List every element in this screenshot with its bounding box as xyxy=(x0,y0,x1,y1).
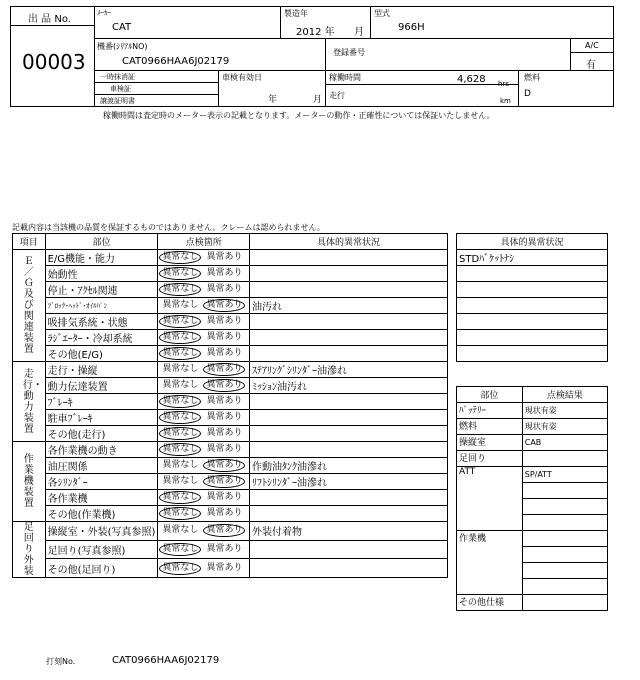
abnormality-note xyxy=(250,540,448,559)
table-header-row xyxy=(457,387,608,403)
part-name: 駐車ﾌﾞﾚｰｷ xyxy=(45,410,158,426)
hours-note: 稼働時間は査定時のメーター表示の記載となります。メーターの動作・正確性については保証いたしません。 xyxy=(103,111,495,120)
result-part: ﾊﾞｯﾃﾘｰ xyxy=(457,403,523,419)
abnormality-detail xyxy=(457,298,608,314)
table-row xyxy=(13,378,448,394)
part-name: ﾌﾞﾛｯｸ･ﾍｯﾄﾞ･ｵｲﾙﾊﾟﾝ xyxy=(45,298,158,314)
check-cell xyxy=(158,266,250,282)
category-label: 足回り外装 xyxy=(23,522,34,577)
year-value: 2012 年 xyxy=(296,27,335,38)
table-row xyxy=(457,330,608,346)
result-value xyxy=(522,531,607,547)
divider xyxy=(325,70,326,107)
column-header: 部位 xyxy=(45,234,158,250)
category-cell xyxy=(13,362,46,442)
ok-mark: 異常なし xyxy=(162,476,199,486)
part-name: その他(走行) xyxy=(45,426,158,442)
divider xyxy=(94,82,218,83)
check-cell xyxy=(158,346,250,362)
ok-mark: 異常なし xyxy=(162,300,199,310)
category-cell xyxy=(13,522,46,578)
transfer-cert-label: 譲渡証明書 xyxy=(100,97,135,105)
serial-label: 機番(ｼﾘｱﾙNO) xyxy=(97,42,148,51)
table-row xyxy=(13,426,448,442)
divider xyxy=(94,94,218,95)
table-row xyxy=(457,266,608,282)
table-row xyxy=(13,410,448,426)
divider xyxy=(10,25,94,26)
registration-label: 登録番号 xyxy=(333,48,365,57)
stamp-label: 打刻No. xyxy=(46,657,76,666)
check-cell xyxy=(158,282,250,298)
abnormality-note: 外装付着物 xyxy=(250,522,448,541)
disclaimer: 記載内容は当該機の品質を保証するものではありません。クレームは認められません。 xyxy=(12,223,325,232)
table-row xyxy=(13,490,448,506)
abnormality-note xyxy=(250,442,448,458)
check-cell xyxy=(158,410,250,426)
abnormality-note xyxy=(250,346,448,362)
table-row xyxy=(457,282,608,298)
table-row xyxy=(457,298,608,314)
result-value: 現状有姿 xyxy=(522,403,607,419)
part-name: その他(足回り) xyxy=(45,559,158,578)
hours-value: 4,628 xyxy=(457,74,486,85)
temp-cert-label: 一時抹消証 xyxy=(100,73,135,81)
ng-mark: 異常あり xyxy=(206,348,243,358)
abnormality-note xyxy=(250,266,448,282)
abnormality-note xyxy=(250,330,448,346)
mileage-label: 走行 xyxy=(329,91,345,100)
ok-mark: 異常なし xyxy=(162,380,199,390)
result-part: ATT xyxy=(457,467,523,531)
ng-mark: 異常あり xyxy=(206,444,243,454)
part-name: 動力伝達装置 xyxy=(45,378,158,394)
inspection-results-table xyxy=(456,386,608,611)
category-cell xyxy=(13,442,46,522)
check-cell xyxy=(158,330,250,346)
result-part: 足回り xyxy=(457,451,523,467)
ok-mark: 異常なし xyxy=(159,411,201,424)
abnormality-note xyxy=(250,559,448,578)
year-month-suffix: 月 xyxy=(354,27,364,38)
ok-mark: 異常なし xyxy=(162,525,199,536)
abnormality-note xyxy=(250,506,448,522)
table-row xyxy=(13,559,448,578)
inspection-label: 車検有効日 xyxy=(222,73,262,82)
model-value: 966H xyxy=(398,22,425,33)
check-cell xyxy=(158,474,250,490)
ng-mark: 異常あり xyxy=(203,379,245,392)
ok-mark: 異常なし xyxy=(159,395,201,408)
ok-mark: 異常なし xyxy=(159,491,201,504)
part-name: 各作業機の動き xyxy=(45,442,158,458)
result-value xyxy=(522,563,607,579)
check-cell xyxy=(158,442,250,458)
part-name: その他(作業機) xyxy=(45,506,158,522)
part-name: ﾗｼﾞｴｰﾀｰ・冷却系統 xyxy=(45,330,158,346)
fuel-value: D xyxy=(524,89,531,99)
inspection-month: 月 xyxy=(313,95,323,105)
ac-label: A/C xyxy=(585,41,599,50)
abnormality-note: 作動油ﾀﾝｸ油滲れ xyxy=(250,458,448,474)
divider xyxy=(325,84,518,85)
table-row xyxy=(457,467,608,483)
table-row xyxy=(457,595,608,611)
ok-mark: 異常なし xyxy=(159,427,201,440)
ng-mark: 異常あり xyxy=(203,524,245,537)
ng-mark: 異常あり xyxy=(203,299,245,312)
table-row xyxy=(457,403,608,419)
part-name: 油圧関係 xyxy=(45,458,158,474)
abnormality-note xyxy=(250,394,448,410)
result-value: CAB xyxy=(522,435,607,451)
ng-mark: 異常あり xyxy=(206,284,243,294)
part-name: 吸排気系統・状態 xyxy=(45,314,158,330)
table-row xyxy=(13,522,448,541)
table-row xyxy=(13,282,448,298)
ng-mark: 異常あり xyxy=(206,268,243,278)
ng-mark: 異常あり xyxy=(203,459,245,472)
table-row xyxy=(13,266,448,282)
table-row xyxy=(457,250,608,266)
table-row xyxy=(13,506,448,522)
part-name: 各作業機 xyxy=(45,490,158,506)
table-row xyxy=(13,298,448,314)
table-row xyxy=(13,540,448,559)
result-value xyxy=(522,483,607,499)
category-label: Ｅ／Ｇ及び関連装置 xyxy=(23,256,34,355)
table-row xyxy=(457,531,608,547)
ng-mark: 異常あり xyxy=(206,508,243,518)
category-label: 走行・動力装置 xyxy=(22,368,43,435)
part-name: 操縦室・外装(写真参照) xyxy=(45,522,158,541)
ac-value: 有 xyxy=(586,60,596,71)
maker-value: CAT xyxy=(112,22,132,33)
ng-mark: 異常あり xyxy=(206,428,243,438)
abnormality-detail xyxy=(457,314,608,330)
result-value xyxy=(522,579,607,595)
abnormality-note xyxy=(250,490,448,506)
inspection-year: 年 xyxy=(268,95,278,105)
lot-label: 出 品 No. xyxy=(28,14,71,25)
divider xyxy=(94,38,614,39)
result-value: 現状有姿 xyxy=(522,419,607,435)
ng-mark: 異常あり xyxy=(206,316,243,326)
column-header: 部位 xyxy=(457,387,523,403)
ok-mark: 異常なし xyxy=(162,364,199,374)
abnormality-note xyxy=(250,410,448,426)
check-cell xyxy=(158,490,250,506)
inspection-table xyxy=(12,233,448,578)
abnormality-detail: STDﾊﾞｹｯﾄﾅｼ xyxy=(457,250,608,266)
check-cell xyxy=(158,394,250,410)
table-header-row xyxy=(13,234,448,250)
maker-label: ﾒｰｶｰ xyxy=(97,9,111,17)
table-row xyxy=(457,419,608,435)
ng-mark: 異常あり xyxy=(206,396,243,406)
table-row xyxy=(13,314,448,330)
ok-mark: 異常なし xyxy=(159,315,201,328)
table-row xyxy=(13,362,448,378)
divider xyxy=(94,6,95,107)
result-value xyxy=(522,595,607,611)
abnormality-note: ｽﾃｱﾘﾝｸﾞｼﾘﾝﾀﾞｰ油滲れ xyxy=(250,362,448,378)
abnormality-note: ﾘﾌﾄｼﾘﾝﾀﾞｰ油滲れ xyxy=(250,474,448,490)
ok-mark: 異常なし xyxy=(162,460,199,470)
check-cell xyxy=(158,314,250,330)
abnormality-note xyxy=(250,426,448,442)
result-part: 操縦室 xyxy=(457,435,523,451)
part-name: その他(E/G) xyxy=(45,346,158,362)
divider xyxy=(94,70,614,71)
table-row xyxy=(457,346,608,362)
stamp-value: CAT0966HAA6J02179 xyxy=(112,655,220,666)
ok-mark: 異常なし xyxy=(159,507,201,520)
result-value: SP/ATT xyxy=(522,467,607,483)
ng-mark: 異常あり xyxy=(206,332,243,342)
ng-mark: 異常あり xyxy=(206,492,243,502)
result-value xyxy=(522,515,607,531)
result-value xyxy=(522,451,607,467)
serial-value: CAT0966HAA6J02179 xyxy=(122,56,230,67)
ng-mark: 異常あり xyxy=(203,475,245,488)
abnormality-note xyxy=(250,250,448,266)
result-part: 燃料 xyxy=(457,419,523,435)
abnormality-note xyxy=(250,314,448,330)
ng-mark: 異常あり xyxy=(206,412,243,422)
result-part: その他仕様 xyxy=(457,595,523,611)
ok-mark: 異常なし xyxy=(159,543,201,556)
ok-mark: 異常なし xyxy=(159,251,201,264)
table-row xyxy=(13,442,448,458)
ok-mark: 異常なし xyxy=(159,267,201,280)
part-name: 各ｼﾘﾝﾀﾞｰ xyxy=(45,474,158,490)
ok-mark: 異常なし xyxy=(159,347,201,360)
check-cell xyxy=(158,362,250,378)
hours-label: 稼働時間 xyxy=(329,73,361,82)
result-value xyxy=(522,499,607,515)
year-label: 製造年 xyxy=(284,9,308,18)
ok-mark: 異常なし xyxy=(159,283,201,296)
ok-mark: 異常なし xyxy=(159,562,201,575)
table-row xyxy=(13,474,448,490)
check-cell xyxy=(158,522,250,541)
divider xyxy=(570,52,614,53)
table-header-row xyxy=(457,234,608,250)
abnormality-detail-table xyxy=(456,233,608,362)
part-name: E/G機能・能力 xyxy=(45,250,158,266)
hours-unit: hrs xyxy=(498,80,509,88)
divider xyxy=(325,38,326,70)
ng-mark: 異常あり xyxy=(206,562,243,573)
table-row xyxy=(13,346,448,362)
divider xyxy=(370,6,371,38)
table-row xyxy=(13,330,448,346)
table-row xyxy=(457,451,608,467)
check-cell xyxy=(158,506,250,522)
divider xyxy=(218,70,219,107)
table-row xyxy=(13,458,448,474)
mileage-unit: km xyxy=(500,97,511,105)
divider xyxy=(518,70,519,107)
ng-mark: 異常あり xyxy=(206,252,243,262)
result-value xyxy=(522,547,607,563)
check-cell xyxy=(158,559,250,578)
part-name: 停止・ｱｸｾﾙ関連 xyxy=(45,282,158,298)
check-cell xyxy=(158,250,250,266)
part-name: 始動性 xyxy=(45,266,158,282)
fuel-label: 燃料 xyxy=(524,73,540,82)
ng-mark: 異常あり xyxy=(206,543,243,554)
abnormality-detail xyxy=(457,282,608,298)
check-cell xyxy=(158,458,250,474)
vehicle-cert-label: 車検証 xyxy=(110,85,131,93)
abnormality-note: 油汚れ xyxy=(250,298,448,314)
category-label: 作業機装置 xyxy=(23,454,34,509)
column-header: 具体的異常状況 xyxy=(250,234,448,250)
result-part: 作業機 xyxy=(457,531,523,595)
column-header: 項目 xyxy=(13,234,46,250)
part-name: ﾌﾞﾚｰｷ xyxy=(45,394,158,410)
model-label: 型式 xyxy=(374,9,390,18)
check-cell xyxy=(158,426,250,442)
check-cell xyxy=(158,298,250,314)
column-header: 点検結果 xyxy=(522,387,607,403)
column-header: 具体的異常状況 xyxy=(457,234,608,250)
part-name: 足回り(写真参照) xyxy=(45,540,158,559)
ng-mark: 異常あり xyxy=(203,363,245,376)
abnormality-detail xyxy=(457,330,608,346)
abnormality-note: ﾐｯｼｮﾝ油汚れ xyxy=(250,378,448,394)
divider xyxy=(570,38,571,70)
check-cell xyxy=(158,378,250,394)
table-row xyxy=(457,435,608,451)
ok-mark: 異常なし xyxy=(159,331,201,344)
part-name: 走行・操縦 xyxy=(45,362,158,378)
table-row xyxy=(13,250,448,266)
check-cell xyxy=(158,540,250,559)
table-row xyxy=(457,314,608,330)
ok-mark: 異常なし xyxy=(159,443,201,456)
table-row xyxy=(13,394,448,410)
divider xyxy=(280,6,281,38)
abnormality-detail xyxy=(457,266,608,282)
abnormality-detail xyxy=(457,346,608,362)
category-cell xyxy=(13,250,46,362)
column-header: 点検箇所 xyxy=(158,234,250,250)
abnormality-note xyxy=(250,282,448,298)
lot-number: 00003 xyxy=(22,50,86,74)
